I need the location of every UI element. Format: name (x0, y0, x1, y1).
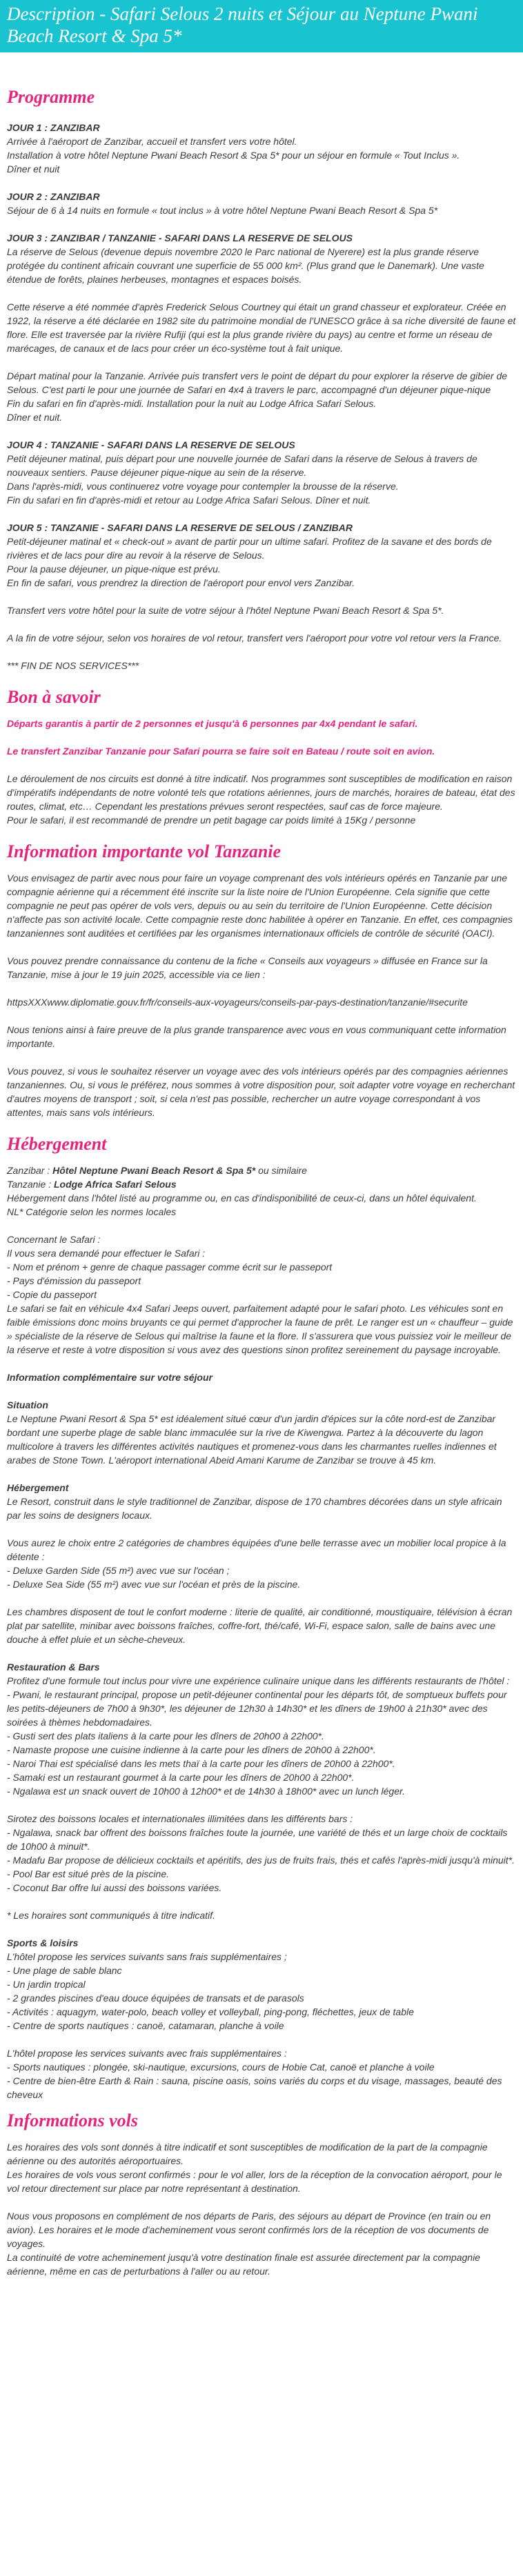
page-title: Description - Safari Selous 2 nuits et Séjour au Neptune Pwani Beach Resort & Spa 5* (7, 3, 478, 46)
flights-heading: Informations vols (7, 2110, 138, 2130)
guaranteed-departures-note: Départs garantis à partir de 2 personnes et jusqu'à 6 personnes par 4x4 pendant le safari. (7, 718, 418, 729)
day5-line: En fin de safari, vous prendrez la direction de l'aéroport pour envol vers Zanzibar. (7, 577, 355, 588)
day5-line: Pour la pause déjeuner, un pique-nique est prévu. (7, 563, 221, 575)
label: Zanzibar : (7, 1165, 53, 1176)
day1-line: Installation à votre hôtel Neptune Pwani Beach Resort & Spa 5* pour un séjour en formule « Tout Inclus ». (7, 150, 460, 161)
safari-line: - Nom et prénom + genre de chaque passager comme écrit sur le passeport (7, 1261, 333, 1272)
paid-services-line: L'hôtel propose les services suivants avec frais supplémentaires : (7, 2048, 287, 2059)
hebergement-paragraph: Le Resort, construit dans le style traditionnel de Zanzibar, dispose de 170 chambres décorées dans un style africain par les soins de designers locaux. (7, 1496, 502, 1521)
rooms-paragraph: Vous aurez le choix entre 2 catégories de chambres équipées d'une belle terrasse avec un mobilier local propice à la détente : (7, 1537, 506, 1562)
flight-info-heading: Information importante vol Tanzanie (7, 841, 282, 861)
flights-paragraph: La continuité de votre acheminement jusqu'à votre destination finale est assurée directement par la compagnie aérienne, même en cas de perturbations à l'aller ou au retour. (7, 2252, 480, 2277)
flights-paragraph: Les horaires de vols vous seront confirmés : pour le vol aller, lors de la réception de la convocation aéroport, pour le vol retour directement sur place par notre représentant à destination. (7, 2169, 502, 2194)
hotel-tanzanie (7, 1177, 516, 1191)
hebergement-title: Hébergement (7, 1482, 69, 1493)
bars-line: Sirotez des boissons locales et internationales illimitées dans les différents bars : (7, 1813, 353, 1824)
restauration-line: - Ngalawa est un snack ouvert de 10h00 à 12h00* et de 14h30 à 18h00* avec un lunch léger. (7, 1786, 406, 1797)
sports-line: - Une plage de sable blanc (7, 1965, 122, 1976)
situation-title: Situation (7, 1399, 48, 1410)
room-item: - Deluxe Garden Side (55 m²) avec vue sur l'océan ; (7, 1565, 230, 1576)
day3-paragraph: Cette réserve a été nommée d'après Frederick Selous Courtney qui était un grand chasseur et explorateur. Créée en 1922, la réserve a été déclarée en 1982 site du patrimoine mondial de l'UNESCO grâce à sa riche diversité de faune et flore. Elle est traversée par la rivière Rufiji (qui est la plus grande rivière du pays) au centre et forme un réseau de marécages, de canaux et de lacs pour créer un éco-système tout à fait unique. (7, 301, 516, 354)
page-header (0, 0, 523, 52)
sports-line: - 2 grandes piscines d'eau douce équipées de transats et de parasols (7, 1993, 304, 2004)
complementary-info-title: Information complémentaire sur votre séjour (7, 1372, 213, 1383)
heb-line: NL* Catégorie selon les normes locales (7, 1206, 177, 1217)
lodge-name: Lodge Africa Safari Selous (53, 1179, 177, 1190)
safari-line: - Pays d'émission du passeport (7, 1275, 141, 1286)
programme-heading: Programme (7, 87, 95, 107)
day3-paragraph: Fin du safari en fin d'après-midi. Installation pour la nuit au Lodge Africa Safari Selous. (7, 398, 377, 409)
day5-title: JOUR 5 : TANZANIE - SAFARI DANS LA RESERVE DE SELOUS / ZANZIBAR (7, 522, 353, 533)
day4-line: Fin du safari en fin d'après-midi et retour au Lodge Africa Safari Selous. Dîner et nuit. (7, 495, 371, 506)
day5-line: Petit-déjeuner matinal et « check-out » avant de partir pour un ultime safari. Profitez de la savane et des bords de rivières et de lacs pour dire au revoir à la réserve de Selous. (7, 536, 492, 561)
info-paragraph: Vous envisagez de partir avec nous pour faire un voyage comprenant des vols intérieurs opérés en Tanzanie par une compagnie aérienne qui a récemment été inscrite sur la liste noire de l'Union Européenne. Cela signifie que cette compagnie ne peut pas opérer de vols vers, depuis ou au sein du territoire de l'Union Européenne. Cette décision n'affecte pas son activité locale. Cette compagnie reste donc habilitée à opérer en Tanzanie. En effet, ces compagnies tanzaniennes sont auditées et certifiées par les organismes internationaux officiels de contrôle de sécurité (OACI). (7, 872, 513, 939)
bars-line: - Madafu Bar propose de délicieux cocktails et apéritifs, des jus de fruits frais, thés et cafés l'après-midi jusqu'à minuit*. (7, 1855, 515, 1866)
restauration-line: - Gusti sert des plats italiens à la carte pour les dîners de 20h00 à 22h00*. (7, 1730, 324, 1741)
bars-line: - Ngalawa, snack bar offrent des boissons fraîches toute la journée, une variété de thés et un large choix de cocktails de 10h00 à minuit*. (7, 1827, 508, 1852)
restauration-line: - Pwani, le restaurant principal, propose un petit-déjeuner continental pour les départs tôt, de somptueux buffets pour les petits-déjeuners de 7h00 à 9h30*, les déjeuner de 12h30 à 14h30* et les dîners de 19h00 à 21h30* avec des soirées à thèmes hebdomadaires. (7, 1689, 507, 1728)
restauration-title: Restauration & Bars (7, 1661, 100, 1673)
content (0, 86, 523, 2278)
paid-services-line: - Centre de bien-être Earth & Rain : sauna, piscine oasis, soins variés du corps et du visage, massages, beauté des cheveux (7, 2075, 502, 2100)
flights-paragraph: Nous vous proposons en complément de nos départs de Paris, des séjours au départ de Province (en train ou en avion). Les horaires et le mode d'acheminement vous seront confirmés lors de la réception de vos documents de voyages. (7, 2210, 491, 2249)
day3-paragraph: Dîner et nuit. (7, 412, 63, 423)
situation-paragraph: Le Neptune Pwani Resort & Spa 5* est idéalement situé cœur d'un jardin d'épices sur la côte nord-est de Zanzibar bordant une superbe plage de sable blanc immaculée sur la rive de Kiwengwa. Partez à la découverte du lagon multicolore à travers les différentes activités nautiques et promenez-vous dans les charmantes ruelles indiennes et arabes de Stone Town. L'aéroport international Abeid Amani Karume de Zanzibar se trouve à 45 km. (7, 1413, 497, 1466)
bars-line: - Pool Bar est situé près de la piscine. (7, 1868, 170, 1879)
bon-a-savoir-heading: Bon à savoir (7, 687, 101, 707)
hours-note: * Les horaires sont communiqués à titre indicatif. (7, 1910, 215, 1921)
restauration-line: - Naroi Thai est spécialisé dans les mets thaï à la carte pour les dîners de 20h00 à 22h00*. (7, 1758, 395, 1769)
sports-title: Sports & loisirs (7, 1937, 79, 1948)
info-paragraph: Nous tenions ainsi à faire preuve de la plus grande transparence avec vous en vous communiquant cette information importante. (7, 1024, 506, 1049)
day2-title: JOUR 2 : ZANZIBAR (7, 191, 100, 202)
restauration-line: - Namaste propose une cuisine indienne à la carte pour les dîners de 20h00 à 22h00*. (7, 1744, 376, 1755)
end-stay-text: A la fin de votre séjour, selon vos horaires de vol retour, transfert vers l'aéroport pour votre vol retour vers la France. (7, 632, 502, 643)
day3-paragraph: Départ matinal pour la Tanzanie. Arrivée puis transfert vers le point de départ du pour explorer la réserve de gibier de Selous. C'est parti le pour une journée de Safari en 4x4 à travers le parc, accompagné d'un déjeuner pique-nique (7, 370, 508, 395)
day4-line: Dans l'après-midi, vous continuerez votre voyage pour contempler la brousse de la réserve. (7, 481, 399, 492)
bon-paragraph: Le déroulement de nos circuits est donné à titre indicatif. Nos programmes sont susceptibles de modification en raison d'impératifs indépendants de notre volonté tels que rotations aériennes, jours de marchés, horaires de bateau, état des routes, climat, etc… Cependant les prestations prévues seront respectées, sauf cas de force majeure. (7, 773, 515, 812)
day4-line: Petit déjeuner matinal, puis départ pour une nouvelle journée de Safari dans la réserve de Selous à travers de nouveaux sentiers. Pause déjeuner pique-nique au sein de la réserve. (7, 453, 477, 478)
day1-line: Dîner et nuit (7, 163, 60, 174)
day1-title: JOUR 1 : ZANZIBAR (7, 122, 100, 133)
restauration-line: Profitez d'une formule tout inclus pour vivre une expérience culinaire unique dans les différents restaurants de l'hôtel : (7, 1675, 510, 1686)
safari-line: - Copie du passeport (7, 1289, 97, 1300)
diplomatie-link[interactable]: httpsXXXwww.diplomatie.gouv.fr/fr/conseils-aux-voyageurs/conseils-par-pays-destination/tanzanie/#securite (7, 997, 468, 1008)
label: Tanzanie : (7, 1179, 54, 1190)
hotel-zanzibar (7, 1164, 516, 1177)
label: ou similaire (255, 1165, 307, 1176)
safari-line: Il vous sera demandé pour effectuer le Safari : (7, 1248, 206, 1259)
day3-title: JOUR 3 : ZANZIBAR / TANZANIE - SAFARI DANS LA RESERVE DE SELOUS (7, 232, 353, 243)
hotel-name: Hôtel Neptune Pwani Beach Resort & Spa 5* (52, 1165, 256, 1176)
hebergement-heading: Hébergement (7, 1134, 107, 1154)
day4-title: JOUR 4 : TANZANIE - SAFARI DANS LA RESERVE DE SELOUS (7, 439, 295, 450)
heb-line: Hébergement dans l'hôtel listé au programme ou, en cas d'indisponibilité de ceux-ci, dans un hôtel équivalent. (7, 1192, 477, 1204)
info-paragraph: Vous pouvez, si vous le souhaitez réserver un voyage avec des vols intérieurs opérés par des compagnies aériennes tanzaniennes. Ou, si vous le préférez, nous sommes à votre disposition pour, soit adapter votre voyage en recherchant d'autres moyens de transport ; soit, si cela n'est pas possible, rechercher un autre voyage correspondant à vos attentes, mais sans vols intérieurs. (7, 1066, 515, 1118)
bars-line: - Coconut Bar offre lui aussi des boissons variées. (7, 1882, 222, 1893)
paid-services-line: - Sports nautiques : plongée, ski-nautique, excursions, cours de Hobie Cat, canoë et planche à voile (7, 2061, 435, 2073)
info-paragraph: Vous pouvez prendre connaissance du contenu de la fiche « Conseils aux voyageurs » diffusée en France sur la Tanzanie, mise à jour le 19 juin 2025, accessible via ce lien : (7, 955, 488, 980)
flights-paragraph: Les horaires des vols sont donnés à titre indicatif et sont susceptibles de modification de la part de la compagnie aérienne ou des autorités aéroportuaires. (7, 2141, 488, 2166)
safari-paragraph: Le safari se fait en véhicule 4x4 Safari Jeeps ouvert, parfaitement adapté pour le safari photo. Les véhicules sont en faible émissions donc moins bruyants ce qui permet d'approcher la faune de prêt. Le ranger est un « chauffeur – guide » spécialiste de la réserve de Selous qui maîtrise la faune et la flore. Il s'assurera que vous puissiez voir le meilleur de la réserve et reste à votre disposition si vous avez des questions sinon profitez sereinement du paysage incroyable. (7, 1303, 513, 1355)
restauration-line: - Samaki est un restaurant gourmet à la carte pour les dîners de 20h00 à 22h00*. (7, 1772, 355, 1783)
day2-line: Séjour de 6 à 14 nuits en formule « tout inclus » à votre hôtel Neptune Pwani Beach Resort & Spa 5* (7, 205, 438, 216)
equipment-paragraph: Les chambres disposent de tout le confort moderne : literie de qualité, air conditionné, moustiquaire, télévision à écran plat par satellite, minibar avec boissons fraîches, coffre-fort, thé/café, Wi-Fi, espace salon, salle de bains avec une douche à effet pluie et un sèche-cheveux. (7, 1606, 513, 1645)
day1-line: Arrivée à l'aéroport de Zanzibar, accueil et transfert vers votre hôtel. (7, 136, 297, 147)
sports-line: - Un jardin tropical (7, 1979, 86, 1990)
transfer-note: Le transfert Zanzibar Tanzanie pour Safari pourra se faire soit en Bateau / route soit en avion. (7, 746, 435, 757)
sports-line: - Centre de sports nautiques : canoë, catamaran, planche à voile (7, 2020, 284, 2031)
room-item: - Deluxe Sea Side (55 m²) avec vue sur l'océan et près de la piscine. (7, 1579, 301, 1590)
day3-paragraph: La réserve de Selous (devenue depuis novembre 2020 le Parc national de Nyerere) est la plus grande réserve protégée du continent africain couvrant une superficie de 55 000 km². (Plus grand que le Danemark). Une vaste étendue de forêts, plaines herbeuses, montagnes et espaces boisés. (7, 246, 484, 285)
end-of-services: *** FIN DE NOS SERVICES*** (7, 660, 139, 671)
sports-line: L'hôtel propose les services suivants sans frais supplémentaires ; (7, 1951, 287, 1962)
bon-paragraph: Pour le safari, il est recommandé de prendre un petit bagage car poids limité à 15Kg / personne (7, 815, 416, 826)
transfer-text: Transfert vers votre hôtel pour la suite de votre séjour à l'hôtel Neptune Pwani Beach Resort & Spa 5*. (7, 605, 444, 616)
safari-line: Concernant le Safari : (7, 1234, 101, 1245)
sports-line: - Activités : aquagym, water-polo, beach volley et volleyball, ping-pong, fléchettes, jeux de table (7, 2006, 414, 2017)
